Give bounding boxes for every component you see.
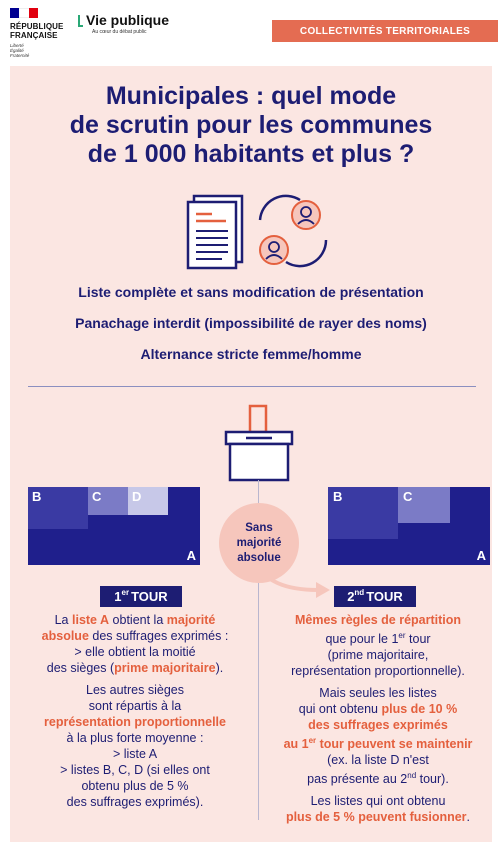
no-absolute-majority-bubble (219, 503, 299, 583)
seat-label-b: B (333, 489, 343, 504)
round2-badge-sup: nd (354, 588, 365, 597)
round2-badge-number: 2 (347, 589, 355, 604)
checkmark-icon (78, 15, 83, 27)
category-badge: COLLECTIVITÉS TERRITORIALES (272, 20, 498, 42)
round1-paragraph-1: La liste A obtient la majorité absolue des suffrages exprimés : > elle obtient la moitié des sièges (prime majoritaire). (41, 613, 229, 675)
round2-badge-text: TOUR (366, 589, 403, 604)
french-flag-icon (10, 8, 38, 18)
seat-label-c: C (403, 489, 413, 504)
bubble-line-3: absolue (237, 551, 281, 564)
round1-badge-text: TOUR (131, 589, 168, 604)
round1-paragraph-2: Les autres sièges sont répartis à la représentation proportionnelle à la plus forte moyenne : > liste A > listes B, C, D (si elles ont obtenu plus de 5 % des suffrages exprimés). (44, 683, 226, 809)
round1-description (20, 612, 250, 816)
round2-paragraph-3: Les listes qui ont obtenu plus de 5 % peuvent fusionner. (285, 794, 471, 825)
seat-label-a: A (186, 548, 196, 563)
feature-parity: Alternance stricte femme/homme (140, 346, 362, 362)
bubble-line-1: Sans (245, 521, 273, 534)
voter-exchange-icon (260, 196, 326, 266)
motto-egalite: Égalité (10, 48, 24, 53)
republic-line1: RÉPUBLIQUE (10, 22, 64, 31)
round1-seat-distribution (28, 487, 200, 565)
round2-paragraph-2: Mais seules les listes qui ont obtenu plus de 10 % des suffrages exprimés au 1er tour peuvent se maintenir (ex. la liste D n'est pas présente au 2nd tour). (283, 686, 473, 787)
round2-seat-distribution (328, 487, 490, 565)
republic-line2: FRANÇAISE (10, 31, 58, 40)
round2-badge (334, 586, 416, 607)
feature-complete-list: Liste complète et sans modification de présentation (78, 284, 424, 300)
vie-publique-logo[interactable] (78, 12, 169, 35)
round1-badge-number: 1 (114, 589, 122, 604)
feature-no-panachage: Panachage interdit (impossibilité de rayer des noms) (75, 315, 427, 331)
republique-francaise-logo (10, 8, 70, 56)
motto-liberte: Liberté (10, 43, 24, 48)
document-list-icon (188, 196, 242, 268)
brand-name: Vie publique (86, 12, 169, 28)
round2-description (264, 612, 492, 831)
round1-badge-sup: er (121, 588, 130, 597)
title-line-3: de 1 000 habitants et plus ? (87, 140, 415, 168)
title-line-1: Municipales : quel mode (105, 82, 397, 110)
bubble-line-2: majorité (236, 536, 282, 549)
seat-label-b: B (32, 489, 42, 504)
motto-fraternite: Fraternité (10, 53, 30, 58)
seat-label-a: A (476, 548, 486, 563)
page-header (0, 0, 502, 60)
seat-label-c: C (92, 489, 102, 504)
title-line-2: de scrutin pour les communes (69, 111, 433, 139)
ballot-box-icon (224, 404, 294, 482)
page-title (0, 82, 502, 169)
brand-tagline: Au cœur du débat public (92, 29, 147, 35)
round2-paragraph-1: Mêmes règles de répartition que pour le 1er tour (prime majoritaire, représentation proportionnelle). (291, 613, 465, 679)
round1-badge (100, 586, 182, 607)
seat-label-d: D (132, 489, 142, 504)
section-divider (28, 386, 476, 387)
illustration (182, 190, 332, 272)
